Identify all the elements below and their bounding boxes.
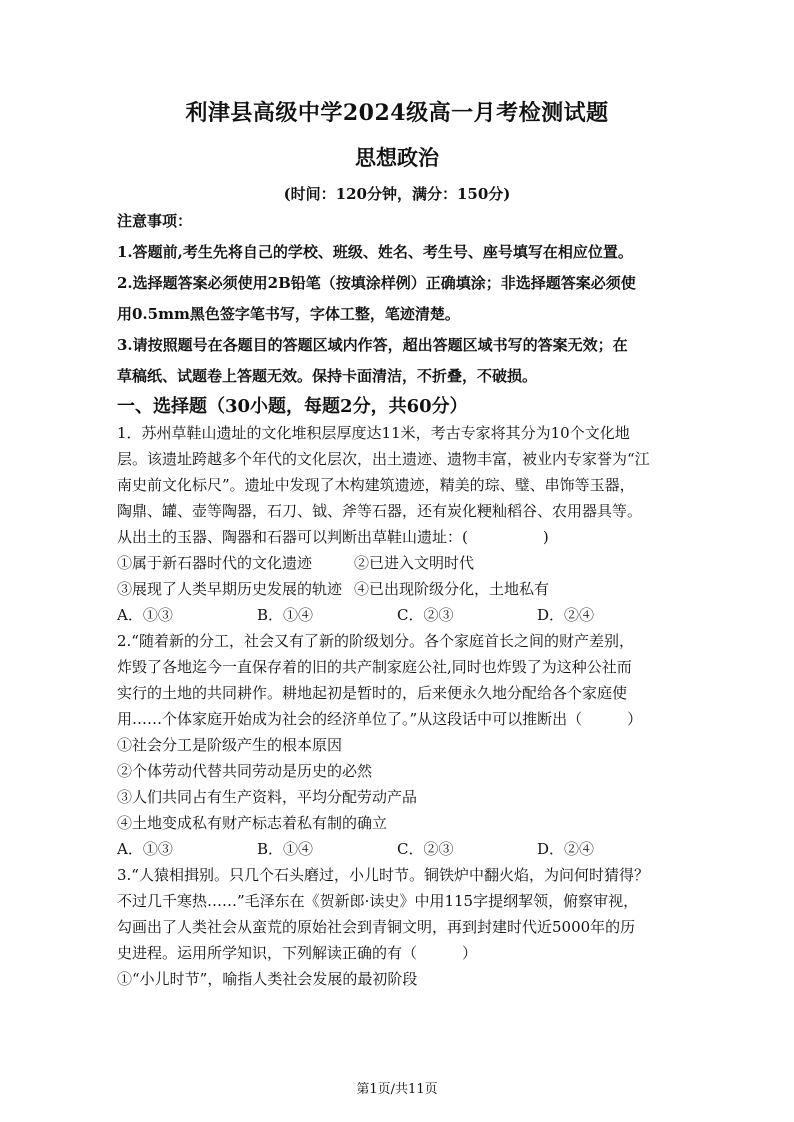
option-a: A．①③ bbox=[117, 840, 173, 858]
question-1 bbox=[117, 420, 679, 628]
question-line: 勾画出了人类社会从蛮荒的原始社会到青铜文明，再到封建时代近5000年的历 bbox=[117, 918, 636, 936]
exam-body bbox=[117, 206, 679, 992]
question-line: 陶鼎、罐、壶等陶器，石刀、钺、斧等石器，还有炭化粳籼稻谷、农用器具等。 bbox=[117, 502, 643, 520]
notice-line: 1.答题前,考生先将自己的学校、班级、姓名、考生号、座号填写在相应位置。 bbox=[117, 243, 633, 261]
subject-title: 思想政治 bbox=[355, 145, 439, 170]
statement-row bbox=[117, 576, 679, 602]
statement-item: ④已出现阶级分化，土地私有 bbox=[354, 580, 550, 598]
answer-options bbox=[117, 836, 679, 862]
option-d: D．②④ bbox=[537, 840, 595, 858]
statement-item: ①属于新石器时代的文化遗迹 bbox=[117, 554, 313, 572]
question-line: 史进程。运用所学知识，下列解读正确的有（ ） bbox=[117, 944, 478, 962]
question-line: 从出土的玉器、陶器和石器可以判断出草鞋山遗址：( ) bbox=[117, 528, 549, 546]
statement-item: ③展现了人类早期历史发展的轨迹 bbox=[117, 580, 343, 598]
question-3 bbox=[117, 862, 679, 992]
question-line: 层。该遗址跨越多个年代的文化层次，出土遗迹、遗物丰富，被业内专家誉为“江 bbox=[117, 450, 650, 468]
question-line: 实行的土地的共同耕作。耕地起初是暂时的，后来便永久地分配给各个家庭使 bbox=[117, 684, 628, 702]
statement-row bbox=[117, 550, 679, 576]
statement-item: ①社会分工是阶级产生的根本原因 bbox=[117, 736, 343, 754]
notice-line: 草稿纸、试题卷上答题无效。保持卡面清洁，不折叠，不破损。 bbox=[117, 367, 538, 385]
notice-line: 2.选择题答案必须使用2B铅笔（按填涂样例）正确填涂；非选择题答案必须使 bbox=[117, 274, 636, 292]
statement-item: ②已进入文明时代 bbox=[354, 554, 475, 572]
notice-heading: 注意事项： bbox=[117, 212, 193, 230]
question-line: 1．苏州草鞋山遗址的文化堆积层厚度达11米，考古专家将其分为10个文化地 bbox=[117, 424, 630, 442]
option-c: C．②③ bbox=[397, 840, 454, 858]
option-a: A．①③ bbox=[117, 606, 173, 624]
question-2 bbox=[117, 628, 679, 862]
question-line: 炸毁了各地迄今一直保存着的旧的共产制家庭公社,同时也炸毁了为这种公社而 bbox=[117, 658, 632, 676]
statement-item: ③人们共同占有生产资料，平均分配劳动产品 bbox=[117, 788, 418, 806]
statement-item: ④土地变成私有财产标志着私有制的确立 bbox=[117, 814, 388, 832]
time-info: (时间：120分钟，满分：150分) bbox=[283, 185, 511, 203]
statement-item: ①“小儿时节”，喻指人类社会发展的最初阶段 bbox=[117, 970, 418, 988]
option-d: D．②④ bbox=[537, 606, 595, 624]
option-c: C．②③ bbox=[397, 606, 454, 624]
exam-title: 利津县高级中学2024级高一月考检测试题 bbox=[185, 100, 609, 126]
notice-line: 3.请按照题号在各题目的答题区域内作答，超出答题区域书写的答案无效；在 bbox=[117, 336, 628, 354]
notice-block bbox=[117, 206, 679, 392]
answer-options bbox=[117, 602, 679, 628]
question-line: 3.“人猿相揖别。只几个石头磨过，小儿时节。铜铁炉中翻火焰，为问何时猜得？ bbox=[117, 866, 649, 884]
page-number: 第1页/共11页 bbox=[356, 1082, 438, 1097]
question-line: 不过几千寒热……”毛泽东在《贺新郎·读史》中用115字提纲挈领，俯察审视， bbox=[117, 892, 639, 910]
section-title: 一、选择题（30小题，每题2分，共60分） bbox=[117, 396, 468, 417]
notice-line: 用0.5mm黑色签字笔书写，字体工整，笔迹清楚。 bbox=[117, 305, 460, 323]
question-line: 南史前文化标尺”。遗址中发现了木构建筑遗迹，精美的琮、璧、串饰等玉器， bbox=[117, 476, 635, 494]
option-b: B．①④ bbox=[257, 840, 314, 858]
question-line: 用……个体家庭开始成为社会的经济单位了。”从这段话中可以推断出（ ） bbox=[117, 710, 643, 728]
option-b: B．①④ bbox=[257, 606, 314, 624]
statement-item: ②个体劳动代替共同劳动是历史的必然 bbox=[117, 762, 373, 780]
question-line: 2.“随着新的分工，社会又有了新的阶级划分。各个家庭首长之间的财产差别， bbox=[117, 632, 634, 650]
